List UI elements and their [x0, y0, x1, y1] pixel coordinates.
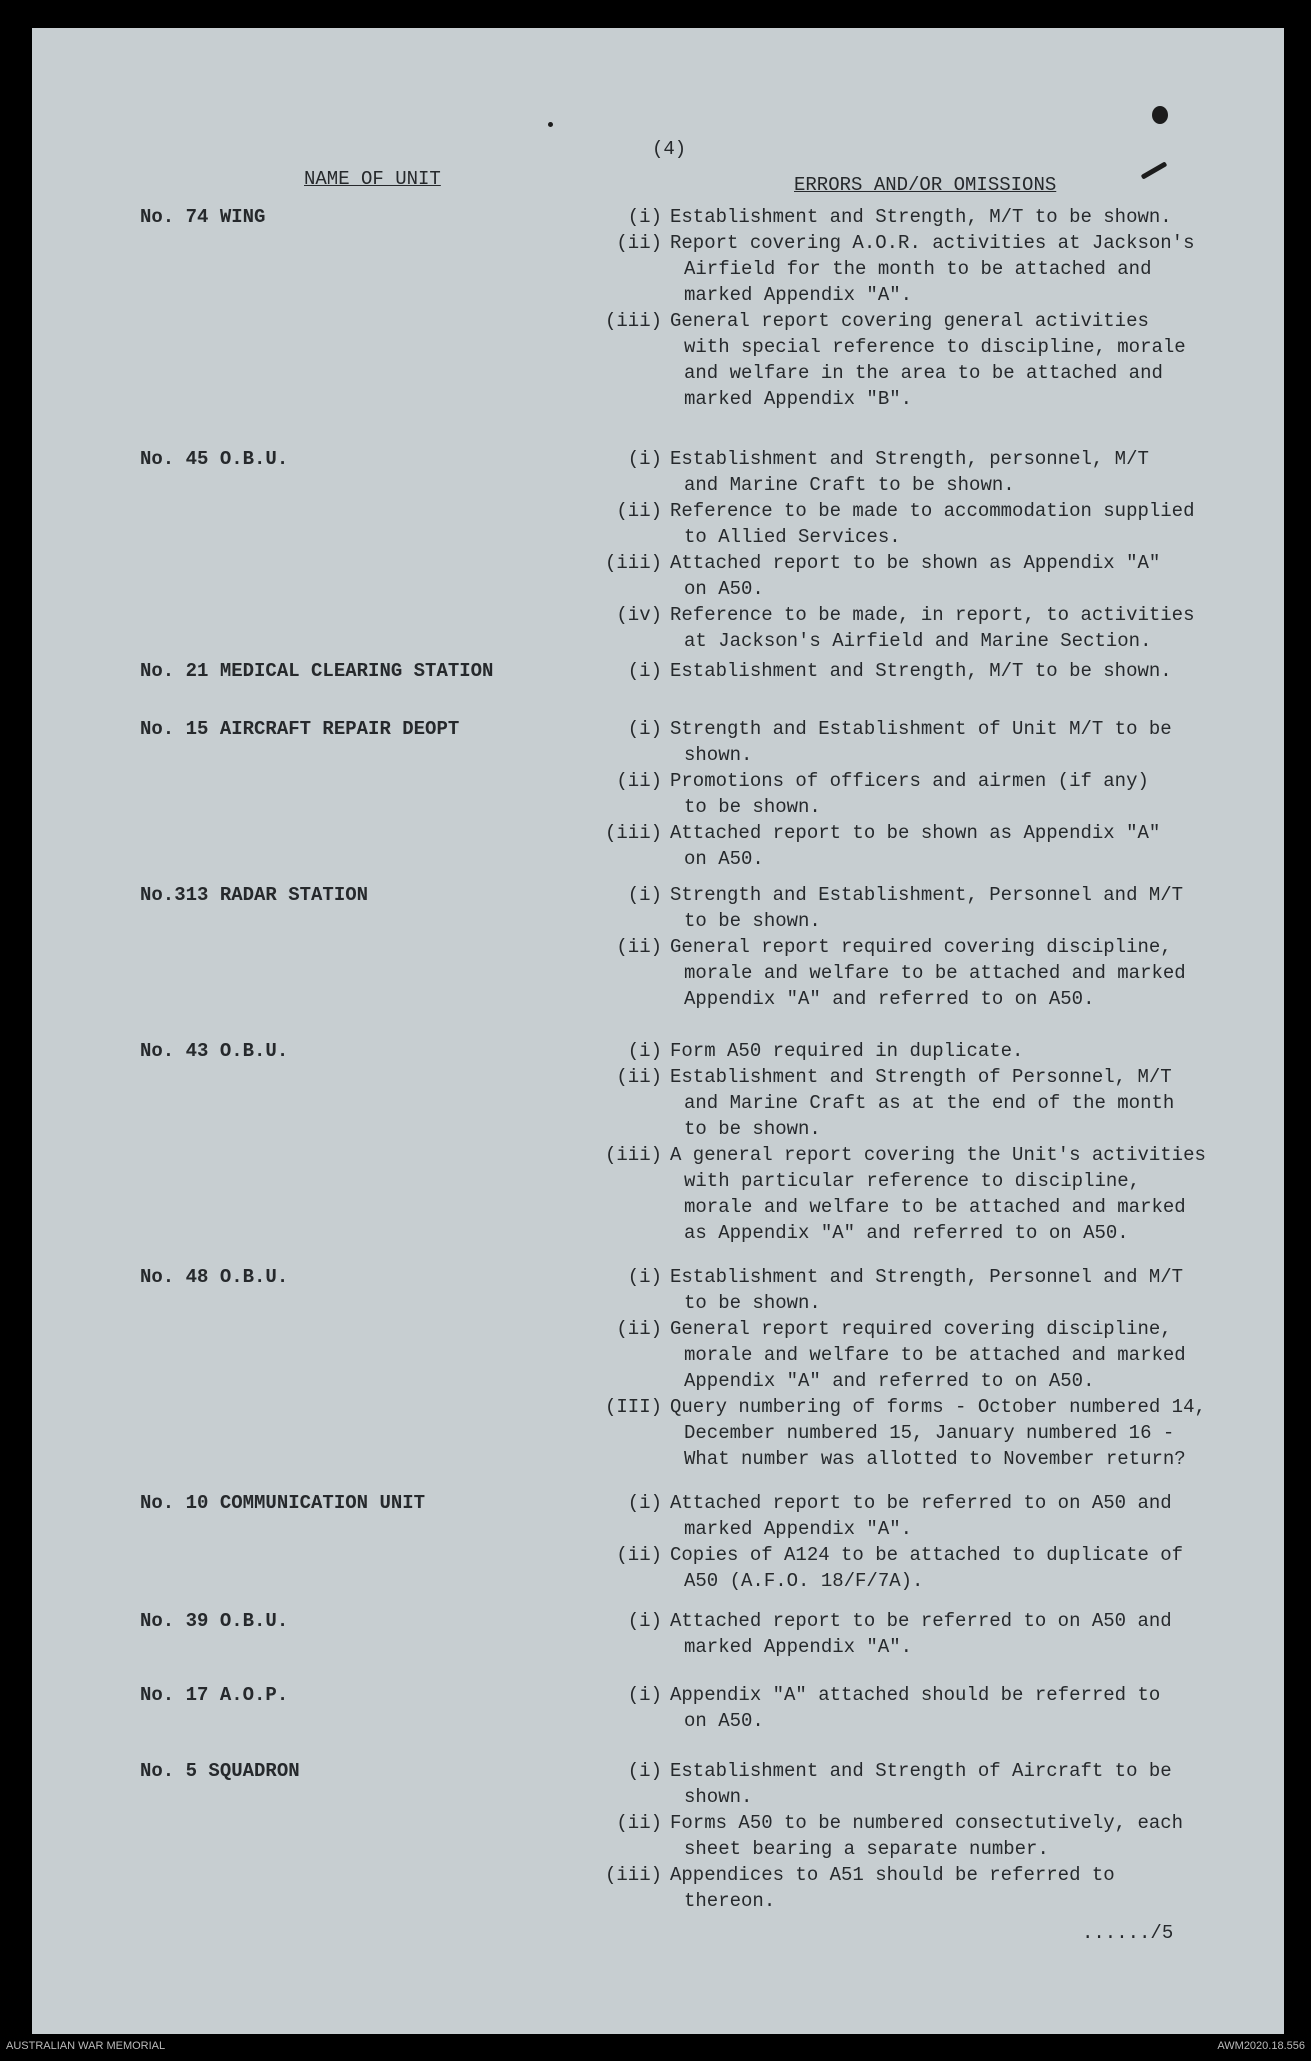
item-number: (iii) — [604, 1144, 662, 1166]
omission-item — [604, 1394, 1206, 1472]
item-number: (i) — [627, 206, 662, 228]
ink-blot — [1152, 106, 1168, 124]
unit-name: No. 21 MEDICAL CLEARING STATION — [140, 660, 494, 682]
unit-name: No. 15 AIRCRAFT REPAIR DEOPT — [140, 718, 460, 740]
omission-item — [627, 446, 1149, 498]
item-number: (ii) — [616, 232, 662, 254]
omission-item — [627, 1608, 1172, 1660]
item-text-line: Appendix "A" attached should be referred to — [670, 1684, 1161, 1706]
omission-item — [627, 882, 1184, 934]
item-text-line: Establishment and Strength, Personnel and M/T — [670, 1266, 1184, 1288]
item-text-line: Establishment and Strength of Personnel, M/T — [670, 1066, 1172, 1088]
item-text-line: with special reference to discipline, morale — [684, 336, 1186, 358]
ink-blot — [548, 122, 553, 127]
item-text-line: on A50. — [684, 578, 764, 600]
item-text-line: shown. — [684, 1786, 753, 1808]
omission-item — [604, 308, 1186, 412]
document-page — [32, 28, 1284, 2034]
item-text-line: thereon. — [684, 1890, 776, 1912]
item-number: (iv) — [616, 604, 662, 626]
omission-item — [627, 716, 1172, 768]
item-number: (ii) — [616, 1318, 662, 1340]
item-number: (i) — [627, 1684, 662, 1706]
item-text-line: Forms A50 to be numbered consectutively, each — [670, 1812, 1184, 1834]
unit-name: No.313 RADAR STATION — [140, 884, 369, 906]
omission-item — [627, 1682, 1161, 1734]
item-text-line: morale and welfare to be attached and marked — [684, 962, 1186, 984]
item-text-line: marked Appendix "A". — [684, 1518, 913, 1540]
omission-item — [627, 1758, 1172, 1810]
column-header-unit: NAME OF UNIT — [304, 168, 441, 190]
item-number: (i) — [627, 1266, 662, 1288]
item-text-line: at Jackson's Airfield and Marine Section. — [684, 630, 1152, 652]
item-text-line: morale and welfare to be attached and marked — [684, 1196, 1186, 1218]
unit-name: No. 39 O.B.U. — [140, 1610, 289, 1632]
item-text-line: December numbered 15, January numbered 16 - — [684, 1422, 1175, 1444]
item-text-line: sheet bearing a separate number. — [684, 1838, 1049, 1860]
item-number: (i) — [627, 1610, 662, 1632]
item-text-line: General report required covering discipline, — [670, 1318, 1172, 1340]
unit-name: No. 5 SQUADRON — [140, 1760, 300, 1782]
item-text-line: General report required covering discipline, — [670, 936, 1172, 958]
item-text-line: Reference to be made, in report, to activities — [670, 604, 1195, 626]
unit-name: No. 48 O.B.U. — [140, 1266, 289, 1288]
omission-item — [616, 602, 1195, 654]
unit-name: No. 17 A.O.P. — [140, 1684, 289, 1706]
ink-blot — [1141, 161, 1168, 179]
unit-name: No. 43 O.B.U. — [140, 1040, 289, 1062]
item-text-line: and welfare in the area to be attached and — [684, 362, 1163, 384]
item-text-line: shown. — [684, 744, 753, 766]
omission-item — [604, 1862, 1115, 1914]
omission-item — [616, 1316, 1186, 1394]
omission-item — [616, 230, 1195, 308]
item-text-line: Promotions of officers and airmen (if any) — [670, 770, 1149, 792]
item-text-line: to be shown. — [684, 910, 821, 932]
unit-name: No. 45 O.B.U. — [140, 448, 289, 470]
item-text-line: Strength and Establishment, Personnel and M/T — [670, 884, 1184, 906]
item-text-line: marked Appendix "A". — [684, 1636, 913, 1658]
item-text-line: Appendix "A" and referred to on A50. — [684, 988, 1095, 1010]
item-text-line: morale and welfare to be attached and marked — [684, 1344, 1186, 1366]
item-text-line: Establishment and Strength of Aircraft to be — [670, 1760, 1172, 1782]
item-text-line: Attached report to be referred to on A50 and — [670, 1610, 1172, 1632]
item-text-line: Attached report to be referred to on A50 and — [670, 1492, 1172, 1514]
omission-item — [627, 204, 1172, 230]
item-text-line: Establishment and Strength, M/T to be shown. — [670, 206, 1172, 228]
omission-item — [604, 1142, 1206, 1246]
footer-reference-id: AWM2020.18.556 — [1217, 2040, 1305, 2052]
item-number: (i) — [627, 718, 662, 740]
item-number: (ii) — [616, 770, 662, 792]
continuation-marker: ....../5 — [1082, 1922, 1174, 1944]
item-number: (ii) — [616, 1066, 662, 1088]
item-number: (i) — [627, 1492, 662, 1514]
omission-item — [616, 1810, 1184, 1862]
item-text-line: Form A50 required in duplicate. — [670, 1040, 1024, 1062]
item-number: (iii) — [604, 1864, 662, 1886]
omission-item — [616, 498, 1195, 550]
item-number: (i) — [627, 1040, 662, 1062]
column-header-errors: ERRORS AND/OR OMISSIONS — [794, 174, 1057, 196]
item-number: (ii) — [616, 1544, 662, 1566]
item-text-line: on A50. — [684, 848, 764, 870]
item-number: (iii) — [604, 310, 662, 332]
item-number: (iii) — [604, 552, 662, 574]
item-number: (i) — [627, 448, 662, 470]
item-number: (i) — [627, 1760, 662, 1782]
item-text-line: to Allied Services. — [684, 526, 901, 548]
item-text-line: Attached report to be shown as Appendix "A" — [670, 552, 1161, 574]
page-number: (4) — [652, 138, 687, 160]
item-number: (ii) — [616, 936, 662, 958]
item-text-line: with particular reference to discipline, — [684, 1170, 1141, 1192]
item-text-line: marked Appendix "A". — [684, 284, 913, 306]
item-number: (i) — [627, 660, 662, 682]
item-text-line: General report covering general activities — [670, 310, 1149, 332]
item-text-line: marked Appendix "B". — [684, 388, 913, 410]
item-text-line: Establishment and Strength, M/T to be shown. — [670, 660, 1172, 682]
item-number: (iii) — [604, 822, 662, 844]
omission-item — [627, 1038, 1024, 1064]
omission-item — [616, 1542, 1184, 1594]
omission-item — [627, 658, 1172, 684]
omission-item — [616, 768, 1149, 820]
item-text-line: as Appendix "A" and referred to on A50. — [684, 1222, 1129, 1244]
omission-item — [604, 820, 1161, 872]
item-number: (ii) — [616, 1812, 662, 1834]
item-text-line: Query numbering of forms - October numbered 14, — [670, 1396, 1206, 1418]
item-number: (i) — [627, 884, 662, 906]
omission-item — [604, 550, 1161, 602]
item-text-line: Appendices to A51 should be referred to — [670, 1864, 1115, 1886]
item-number: (ii) — [616, 500, 662, 522]
item-text-line: to be shown. — [684, 796, 821, 818]
item-text-line: A50 (A.F.O. 18/F/7A). — [684, 1570, 924, 1592]
footer-archive-credit: AUSTRALIAN WAR MEMORIAL — [6, 2040, 166, 2052]
item-number: (III) — [604, 1396, 662, 1418]
item-text-line: Airfield for the month to be attached and — [684, 258, 1152, 280]
item-text-line: What number was allotted to November return? — [684, 1448, 1186, 1470]
item-text-line: Report covering A.O.R. activities at Jackson's — [670, 232, 1195, 254]
item-text-line: Attached report to be shown as Appendix "A" — [670, 822, 1161, 844]
item-text-line: Reference to be made to accommodation supplied — [670, 500, 1195, 522]
item-text-line: to be shown. — [684, 1292, 821, 1314]
omission-item — [616, 1064, 1175, 1142]
unit-name: No. 10 COMMUNICATION UNIT — [140, 1492, 426, 1514]
item-text-line: Appendix "A" and referred to on A50. — [684, 1370, 1095, 1392]
item-text-line: to be shown. — [684, 1118, 821, 1140]
item-text-line: on A50. — [684, 1710, 764, 1732]
omission-item — [627, 1490, 1172, 1542]
item-text-line: Establishment and Strength, personnel, M/T — [670, 448, 1149, 470]
omission-item — [616, 934, 1186, 1012]
item-text-line: and Marine Craft to be shown. — [684, 474, 1015, 496]
item-text-line: Strength and Establishment of Unit M/T to be — [670, 718, 1172, 740]
item-text-line: and Marine Craft as at the end of the month — [684, 1092, 1175, 1114]
omission-item — [627, 1264, 1184, 1316]
item-text-line: Copies of A124 to be attached to duplicate of — [670, 1544, 1184, 1566]
item-text-line: A general report covering the Unit's activities — [670, 1144, 1206, 1166]
unit-name: No. 74 WING — [140, 206, 266, 228]
